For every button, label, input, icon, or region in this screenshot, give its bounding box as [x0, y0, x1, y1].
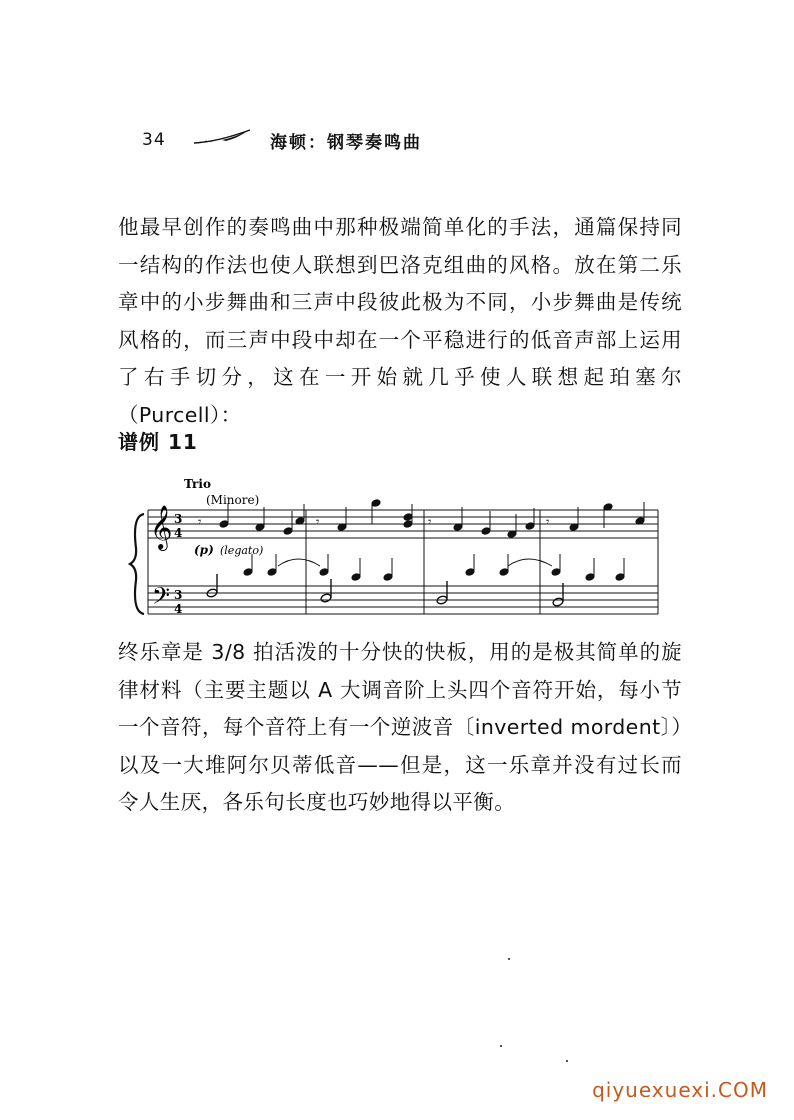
- example-label: 谱例 11: [118, 430, 198, 454]
- scan-speck: [508, 958, 510, 960]
- running-header: [140, 122, 540, 156]
- treble-time-numerator: 3: [174, 512, 183, 526]
- treble-melody-notes: [198, 499, 645, 539]
- svg-text:𝄾: 𝄾: [198, 515, 202, 530]
- treble-inner-voice-notes: [243, 554, 625, 581]
- body-paragraph-2: 终乐章是 3/8 拍活泼的十分快的快板，用的是极其简单的旋律材料（主要主题以 A 大调音阶上头四个音符开始，每小节一个音符，每个音符上有一个逆波音〔inverted mordent〕）以及一大堆阿尔贝蒂低音——但是，这一乐章并没有过长而令人生厌，各乐句长度也巧妙地得以平衡。: [118, 640, 682, 814]
- quill-ornament-icon: [192, 128, 252, 146]
- body-paragraph-1: 他最早创作的奏鸣曲中那种极端简单化的手法，通篇保持同一结构的作法也使人联想到巴洛克组曲的风格。放在第二乐章中的小步舞曲和三声中段彼此极为不同，小步舞曲是传统风格的，而三声中段中却在一个平稳进行的低音声部上运用了右手切分，这在一开始就几乎使人联想起珀塞尔（Purcell）：: [118, 215, 682, 427]
- running-title: 海顿：钢琴奏鸣曲: [270, 133, 422, 153]
- scan-speck: [500, 1045, 502, 1047]
- treble-time-denominator: 4: [174, 526, 183, 540]
- dynamic-marking: (p): [194, 543, 214, 557]
- svg-text:𝄾: 𝄾: [546, 515, 550, 530]
- score-title: Trio: [184, 477, 211, 491]
- svg-text:𝄾: 𝄾: [316, 515, 320, 530]
- bass-clef-icon: 𝄢: [152, 582, 171, 615]
- svg-text:𝄾: 𝄾: [428, 515, 432, 530]
- expression-marking: (legato): [220, 544, 264, 557]
- bass-time-numerator: 3: [174, 588, 183, 602]
- bass-time-denominator: 4: [174, 602, 183, 616]
- page-number: 34: [142, 130, 166, 150]
- scan-speck: [566, 1060, 568, 1062]
- treble-clef-icon: 𝄞: [150, 505, 173, 549]
- score-subtitle: (Minore): [206, 493, 260, 507]
- site-watermark: qiyuexuexi.COM: [592, 1078, 768, 1102]
- music-score-example: [128, 474, 668, 622]
- grand-staff-brace: [130, 514, 144, 614]
- bass-staff: [148, 586, 658, 614]
